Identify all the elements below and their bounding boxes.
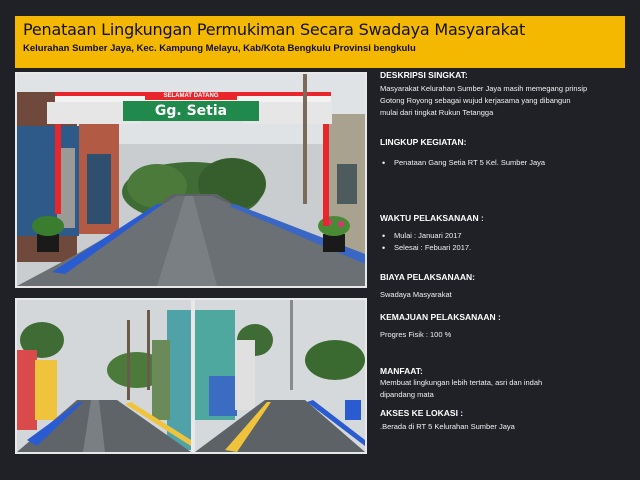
section-waktu xyxy=(380,213,630,254)
section-akses xyxy=(380,408,630,433)
lingkup-item: • Penataan Gang Setia RT 5 Kel. Sumber Jaya xyxy=(380,157,630,169)
section-manfaat xyxy=(380,366,630,401)
gate-name-text: Gg. Setia xyxy=(154,103,228,119)
manfaat-line: dipandang mata xyxy=(380,390,434,399)
section-kemajuan xyxy=(380,312,630,341)
section-deskripsi xyxy=(380,70,630,119)
waktu-item: • Selesai : Febuari 2017. xyxy=(380,242,630,254)
waktu-heading: WAKTU PELAKSANAAN : xyxy=(380,213,484,223)
section-lingkup xyxy=(380,137,630,169)
kemajuan-text: Progres Fisik : 100 % xyxy=(380,330,452,339)
deskripsi-heading: DESKRIPSI SINGKAT: xyxy=(380,70,468,80)
page-subtitle: Kelurahan Sumber Jaya, Kec. Kampung Melayu, Kab/Kota Bengkulu Provinsi bengkulu xyxy=(23,43,416,54)
photo-street-left xyxy=(15,298,193,454)
deskripsi-line: Gotong Royong sebagai wujud kerjasama yang dibangun xyxy=(380,96,571,105)
lingkup-heading: LINGKUP KEGIATAN: xyxy=(380,137,467,147)
photo-gang-setia-gate xyxy=(15,72,367,288)
photo-street-right xyxy=(193,298,367,454)
biaya-text: Swadaya Masyarakat xyxy=(380,290,452,299)
deskripsi-line: mulai dari tingkat Rukun Tetangga xyxy=(380,108,494,117)
gate-welcome-text: SELAMAT DATANG xyxy=(163,93,219,99)
page-title: Penataan Lingkungan Permukiman Secara Swadaya Masyarakat xyxy=(23,20,526,39)
akses-text: .Berada di RT 5 Kelurahan Sumber Jaya xyxy=(380,422,515,431)
waktu-item: • Mulai : Januari 2017 xyxy=(380,230,630,242)
section-biaya xyxy=(380,272,630,301)
header-banner xyxy=(15,16,625,68)
deskripsi-line: Masyarakat Kelurahan Sumber Jaya masih memegang prinsip xyxy=(380,84,588,93)
biaya-heading: BIAYA PELAKSANAAN: xyxy=(380,272,475,282)
manfaat-heading: MANFAAT: xyxy=(380,366,423,376)
akses-heading: AKSES KE LOKASI : xyxy=(380,408,464,418)
kemajuan-heading: KEMAJUAN PELAKSANAAN : xyxy=(380,312,501,322)
manfaat-line: Membuat lingkungan lebih tertata, asri dan indah xyxy=(380,378,543,387)
